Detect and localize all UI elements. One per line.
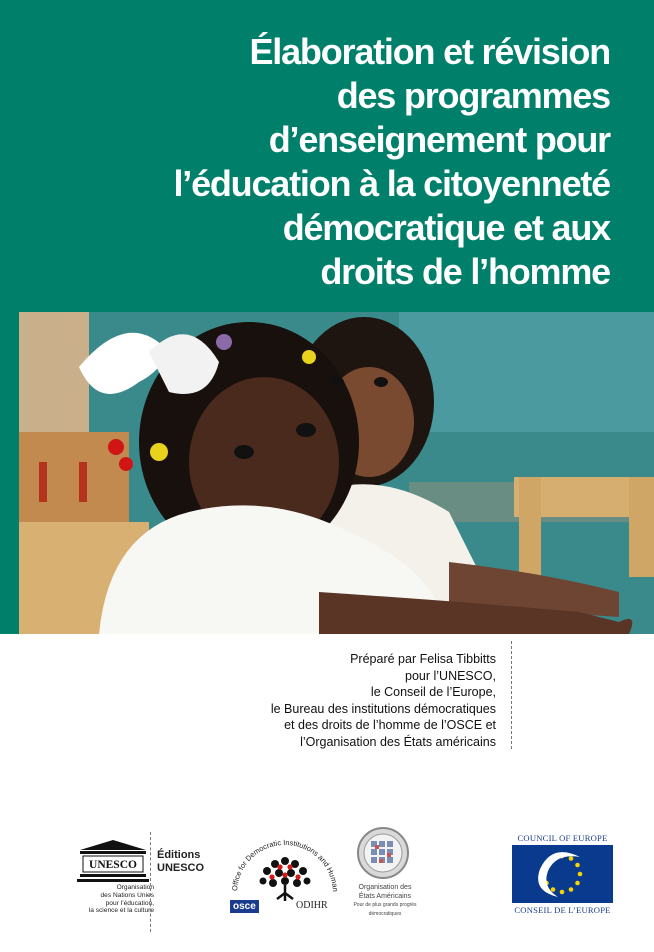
- unesco-caption-line: pour l’éducation,: [105, 899, 154, 907]
- unesco-caption: [58, 884, 154, 915]
- oas-motto: Pour de plus grands progrès démocratiques: [353, 902, 417, 917]
- title-line: l’éducation à la citoyenneté: [173, 163, 610, 204]
- oas-seal: [356, 826, 410, 880]
- title-line: des programmes: [336, 75, 610, 116]
- cover-photo: [19, 312, 654, 634]
- unesco-caption-line: Organisation: [116, 884, 154, 891]
- unesco-temple-icon: [72, 838, 154, 884]
- unesco-caption-line: la science et la culture: [88, 907, 154, 915]
- credits-line: le Bureau des institutions démocratiques: [270, 701, 496, 716]
- coe-label-en: COUNCIL OF EUROPE: [517, 833, 608, 843]
- coe-flag: [512, 845, 613, 903]
- credits-divider: [511, 641, 512, 749]
- oas-caption-line: États Américains: [358, 892, 412, 900]
- side-band: [0, 312, 19, 634]
- credits-line: Préparé par Felisa Tibbitts: [350, 652, 496, 666]
- oas-caption-line: Organisation des: [358, 884, 412, 891]
- unesco-caption-line: des Nations Unies: [100, 891, 154, 899]
- oas-seal-icon: [356, 826, 410, 880]
- coe-stars-icon: [512, 845, 613, 903]
- credits-line: l’Organisation des États américains: [300, 734, 496, 749]
- credits-line: pour l’UNESCO,: [405, 668, 496, 683]
- editions-line: Éditions: [157, 849, 201, 861]
- credits-line: et des droits de l’homme de l’OSCE et: [284, 718, 496, 732]
- credits-line: le Conseil de l’Europe,: [370, 685, 496, 699]
- osce-wordmark: osce: [230, 900, 259, 913]
- coe-label-fr: CONSEIL DE L’EUROPE: [514, 905, 611, 915]
- editions-line: UNESCO: [157, 862, 205, 874]
- title-line: d’enseignement pour: [268, 119, 610, 160]
- title-line: droits de l’homme: [320, 251, 610, 292]
- editions-unesco: [157, 849, 204, 875]
- title-line: démocratique et aux: [282, 207, 610, 248]
- credits-block: [271, 651, 496, 750]
- osce-arc-text: Office for Democratic Institutions and Human: [229, 837, 341, 893]
- title-line: Élaboration et révision: [249, 31, 610, 72]
- photo-children-icon: [19, 312, 654, 634]
- oas-caption: [345, 884, 425, 918]
- unesco-divider: [150, 832, 151, 932]
- odihr-wordmark: ODIHR: [296, 900, 328, 911]
- book-title: [50, 30, 610, 294]
- unesco-wordmark: UNESCO: [89, 859, 137, 871]
